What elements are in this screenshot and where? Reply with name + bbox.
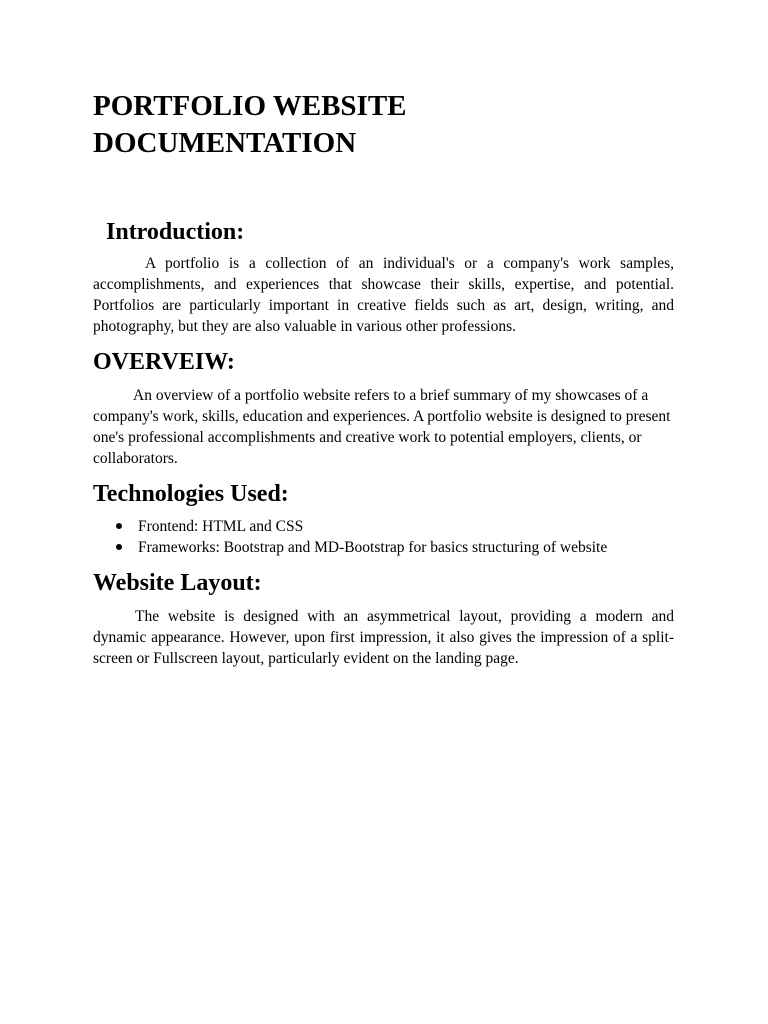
website-layout-paragraph: The website is designed with an asymmetrical layout, providing a modern and dynamic appearance. However, upon first impression, it also gives the impression of a split-screen or Fullscreen layout, particularly evident on the landing page. <box>93 608 674 667</box>
bullet-icon <box>116 523 122 529</box>
introduction-heading: Introduction: <box>106 219 245 245</box>
technologies-list <box>93 516 674 558</box>
overview-heading: OVERVEIW: <box>93 349 235 375</box>
list-item <box>93 516 674 537</box>
list-item-text: Frontend: HTML and CSS <box>138 518 304 535</box>
technologies-heading: Technologies Used: <box>93 481 289 507</box>
document-title-line-2: DOCUMENTATION <box>93 127 357 159</box>
overview-paragraph: An overview of a portfolio website refers to a brief summary of my showcases of a company's work, skills, education and experiences. A portfolio website is designed to present one's professional accomplishments and creative work to potential employers, clients, or collaborators. <box>93 387 671 467</box>
document-title-line-1: PORTFOLIO WEBSITE <box>93 90 407 122</box>
list-item-text: Frameworks: Bootstrap and MD-Bootstrap for basics structuring of website <box>138 539 608 556</box>
bullet-icon <box>116 544 122 550</box>
document-title <box>93 88 674 162</box>
website-layout-heading: Website Layout: <box>93 570 262 596</box>
list-item <box>93 537 674 558</box>
introduction-paragraph: A portfolio is a collection of an individual's or a company's work samples, accomplishments, and experiences that showcase their skills, expertise, and potential. Portfolios are particularly important in creative fields such as art, design, writing, and photography, but they are also valuable in various other professions. <box>93 255 674 335</box>
